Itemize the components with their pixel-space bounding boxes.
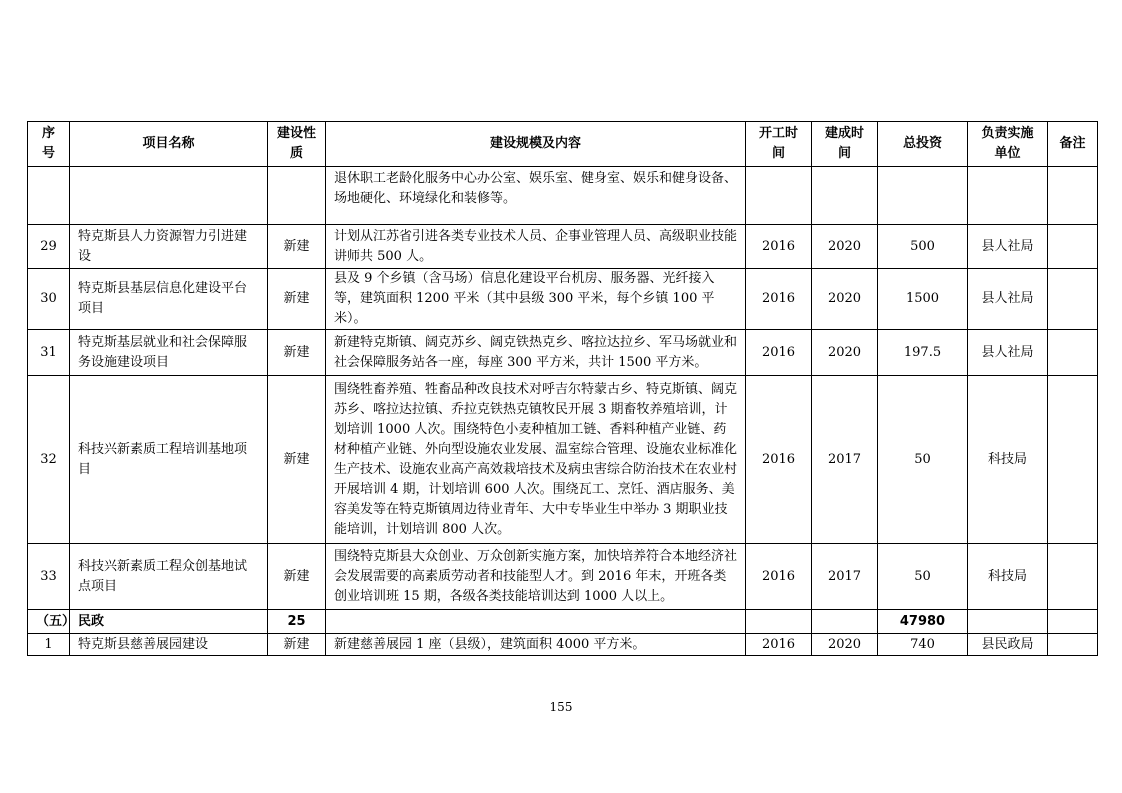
cell-note bbox=[1048, 225, 1098, 269]
cell-nature: 新建 bbox=[268, 225, 326, 269]
cell-note bbox=[1048, 167, 1098, 225]
col-header-unit: 负责实施单位 bbox=[968, 122, 1048, 167]
table-row bbox=[28, 634, 1098, 656]
col-header-nature: 建设性质 bbox=[268, 122, 326, 167]
cell-start: 2016 bbox=[746, 634, 812, 656]
cell-unit: 县人社局 bbox=[968, 225, 1048, 269]
cell-unit bbox=[968, 167, 1048, 225]
cell-name: 特克斯基层就业和社会保障服务设施建设项目 bbox=[70, 330, 268, 376]
table-row bbox=[28, 225, 1098, 269]
cell-invest: 197.5 bbox=[878, 330, 968, 376]
cell-start: 2016 bbox=[746, 376, 812, 544]
section-count: 25 bbox=[268, 610, 326, 634]
cell-invest: 740 bbox=[878, 634, 968, 656]
section-name: 民政 bbox=[70, 610, 268, 634]
col-header-start: 开工时间 bbox=[746, 122, 812, 167]
project-table bbox=[27, 121, 1098, 656]
cell-seq bbox=[28, 167, 70, 225]
cell-scope: 围绕特克斯县大众创业、万众创新实施方案，加快培养符合本地经济社会发展需要的高素质劳动者和技能型人才。到 2016 年末，开班各类创业培训班 15 期，各级各类技能培训达到 1000 人以上。 bbox=[326, 544, 746, 610]
cell-name: 科技兴新素质工程培训基地项目 bbox=[70, 376, 268, 544]
cell-finish: 2020 bbox=[812, 330, 878, 376]
cell-start: 2016 bbox=[746, 269, 812, 330]
cell-note bbox=[1048, 269, 1098, 330]
cell-nature: 新建 bbox=[268, 330, 326, 376]
cell-start: 2016 bbox=[746, 544, 812, 610]
cell-scope: 新建特克斯镇、阔克苏乡、阔克铁热克乡、喀拉达拉乡、军马场就业和社会保障服务站各一座，每座 300 平方米，共计 1500 平方米。 bbox=[326, 330, 746, 376]
table-row bbox=[28, 376, 1098, 544]
cell-scope: 退休职工老龄化服务中心办公室、娱乐室、健身室、娱乐和健身设备、场地硬化、环境绿化和装修等。 bbox=[326, 167, 746, 225]
cell-note bbox=[1048, 376, 1098, 544]
cell-invest bbox=[878, 167, 968, 225]
cell-scope: 围绕牲畜养殖、牲畜品种改良技术对呼吉尔特蒙古乡、特克斯镇、阔克苏乡、喀拉达拉镇、乔拉克铁热克镇牧民开展 3 期畜牧养殖培训，计划培训 1000 人次。围绕特色小麦种植加工链、香料种植产业链、药材种植产业链、外向型设施农业发展、温室综合管理、设施农业标准化生产技术、设施农业高产高效栽培技术及病虫害综合防治技术在农业村开展培训 4 期，计划培训 600 人次。围绕瓦工、烹饪、酒店服务、美容美发等在特克斯镇周边待业青年、大中专毕业生中举办 3 期职业技能培训，计划培训 800 人次。 bbox=[326, 376, 746, 544]
cell-name: 特克斯县慈善展园建设 bbox=[70, 634, 268, 656]
cell-nature: 新建 bbox=[268, 269, 326, 330]
cell-seq: 30 bbox=[28, 269, 70, 330]
table-row bbox=[28, 167, 1098, 225]
col-header-finish: 建成时间 bbox=[812, 122, 878, 167]
cell-start: 2016 bbox=[746, 330, 812, 376]
section-unit bbox=[968, 610, 1048, 634]
cell-seq: 31 bbox=[28, 330, 70, 376]
cell-invest: 500 bbox=[878, 225, 968, 269]
cell-finish bbox=[812, 167, 878, 225]
cell-unit: 科技局 bbox=[968, 376, 1048, 544]
section-row bbox=[28, 610, 1098, 634]
section-invest: 47980 bbox=[878, 610, 968, 634]
table-row bbox=[28, 269, 1098, 330]
table-row bbox=[28, 544, 1098, 610]
section-finish bbox=[812, 610, 878, 634]
cell-seq: 29 bbox=[28, 225, 70, 269]
cell-nature bbox=[268, 167, 326, 225]
cell-unit: 县民政局 bbox=[968, 634, 1048, 656]
col-header-name: 项目名称 bbox=[70, 122, 268, 167]
col-header-scope: 建设规模及内容 bbox=[326, 122, 746, 167]
col-header-note: 备注 bbox=[1048, 122, 1098, 167]
page-number: 155 bbox=[549, 700, 573, 714]
cell-scope: 县及 9 个乡镇（含马场）信息化建设平台机房、服务器、光纤接入等，建筑面积 1200 平米（其中县级 300 平米，每个乡镇 100 平米）。 bbox=[326, 269, 746, 330]
cell-note bbox=[1048, 634, 1098, 656]
cell-invest: 50 bbox=[878, 376, 968, 544]
cell-seq: 1 bbox=[28, 634, 70, 656]
cell-unit: 县人社局 bbox=[968, 269, 1048, 330]
cell-finish: 2020 bbox=[812, 225, 878, 269]
cell-note bbox=[1048, 330, 1098, 376]
col-header-invest: 总投资 bbox=[878, 122, 968, 167]
cell-note bbox=[1048, 544, 1098, 610]
cell-name: 特克斯县基层信息化建设平台项目 bbox=[70, 269, 268, 330]
cell-finish: 2020 bbox=[812, 269, 878, 330]
cell-seq: 33 bbox=[28, 544, 70, 610]
cell-seq: 32 bbox=[28, 376, 70, 544]
table-row bbox=[28, 330, 1098, 376]
cell-start bbox=[746, 167, 812, 225]
section-seq: （五） bbox=[28, 610, 70, 634]
col-header-seq: 序号 bbox=[28, 122, 70, 167]
section-scope bbox=[326, 610, 746, 634]
cell-finish: 2020 bbox=[812, 634, 878, 656]
cell-finish: 2017 bbox=[812, 544, 878, 610]
section-note bbox=[1048, 610, 1098, 634]
cell-scope: 计划从江苏省引进各类专业技术人员、企事业管理人员、高级职业技能讲师共 500 人。 bbox=[326, 225, 746, 269]
cell-unit: 县人社局 bbox=[968, 330, 1048, 376]
cell-nature: 新建 bbox=[268, 544, 326, 610]
cell-finish: 2017 bbox=[812, 376, 878, 544]
cell-name: 特克斯县人力资源智力引进建设 bbox=[70, 225, 268, 269]
cell-nature: 新建 bbox=[268, 634, 326, 656]
cell-scope: 新建慈善展园 1 座（县级），建筑面积 4000 平方米。 bbox=[326, 634, 746, 656]
cell-unit: 科技局 bbox=[968, 544, 1048, 610]
table-header-row bbox=[28, 122, 1098, 167]
cell-invest: 50 bbox=[878, 544, 968, 610]
cell-nature: 新建 bbox=[268, 376, 326, 544]
cell-name bbox=[70, 167, 268, 225]
cell-name: 科技兴新素质工程众创基地试点项目 bbox=[70, 544, 268, 610]
cell-invest: 1500 bbox=[878, 269, 968, 330]
cell-start: 2016 bbox=[746, 225, 812, 269]
section-start bbox=[746, 610, 812, 634]
